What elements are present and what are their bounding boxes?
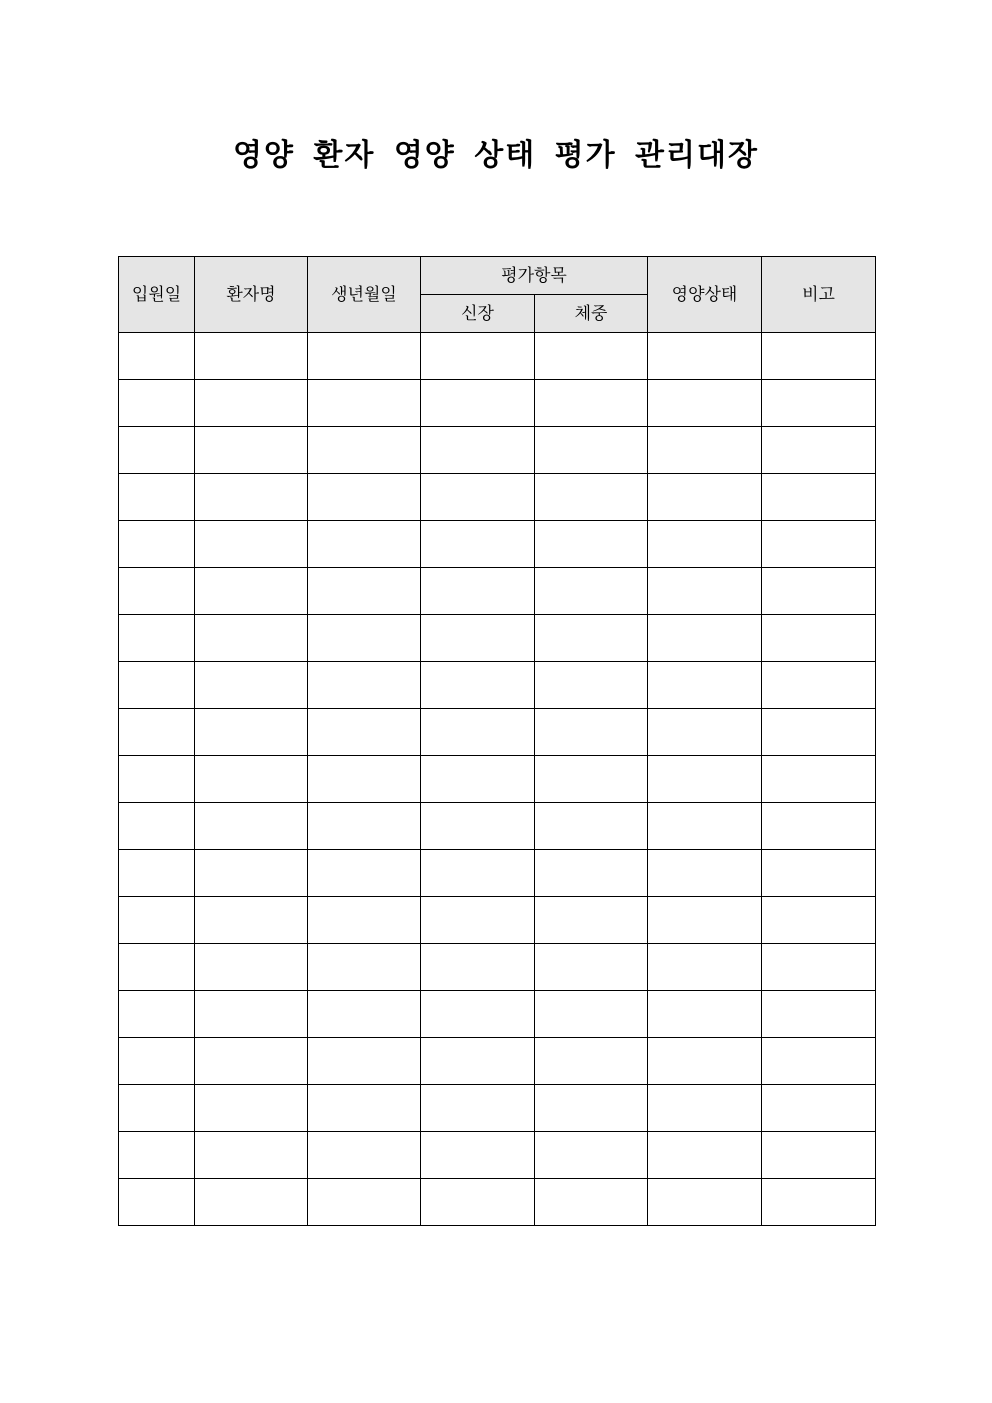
cell-weight[interactable] xyxy=(535,991,648,1038)
cell-admission-date[interactable] xyxy=(119,615,195,662)
cell-nutrition-status[interactable] xyxy=(648,756,762,803)
cell-remarks[interactable] xyxy=(762,897,876,944)
cell-admission-date[interactable] xyxy=(119,1179,195,1226)
cell-birth-date[interactable] xyxy=(308,474,421,521)
table-row xyxy=(119,380,876,427)
table-row xyxy=(119,709,876,756)
cell-weight[interactable] xyxy=(535,756,648,803)
cell-height[interactable] xyxy=(421,1132,535,1179)
cell-admission-date[interactable] xyxy=(119,662,195,709)
cell-weight[interactable] xyxy=(535,1085,648,1132)
cell-nutrition-status[interactable] xyxy=(648,803,762,850)
cell-weight[interactable] xyxy=(535,333,648,380)
cell-patient-name[interactable] xyxy=(195,333,308,380)
table-row xyxy=(119,427,876,474)
cell-birth-date[interactable] xyxy=(308,803,421,850)
table-row xyxy=(119,1132,876,1179)
cell-patient-name[interactable] xyxy=(195,944,308,991)
cell-birth-date[interactable] xyxy=(308,944,421,991)
cell-patient-name[interactable] xyxy=(195,850,308,897)
cell-weight[interactable] xyxy=(535,1132,648,1179)
cell-patient-name[interactable] xyxy=(195,1179,308,1226)
cell-birth-date[interactable] xyxy=(308,897,421,944)
cell-birth-date[interactable] xyxy=(308,1179,421,1226)
cell-weight[interactable] xyxy=(535,1179,648,1226)
cell-height[interactable] xyxy=(421,1179,535,1226)
cell-weight[interactable] xyxy=(535,1038,648,1085)
cell-nutrition-status[interactable] xyxy=(648,474,762,521)
cell-birth-date[interactable] xyxy=(308,756,421,803)
cell-admission-date[interactable] xyxy=(119,1038,195,1085)
cell-admission-date[interactable] xyxy=(119,333,195,380)
cell-remarks[interactable] xyxy=(762,756,876,803)
table-row xyxy=(119,1179,876,1226)
header-patient-name: 환자명 xyxy=(195,257,308,333)
cell-remarks[interactable] xyxy=(762,333,876,380)
cell-height[interactable] xyxy=(421,803,535,850)
table-row xyxy=(119,850,876,897)
cell-patient-name[interactable] xyxy=(195,568,308,615)
header-birth-date: 생년월일 xyxy=(308,257,421,333)
cell-nutrition-status[interactable] xyxy=(648,568,762,615)
table-row xyxy=(119,991,876,1038)
cell-height[interactable] xyxy=(421,850,535,897)
cell-height[interactable] xyxy=(421,944,535,991)
cell-weight[interactable] xyxy=(535,709,648,756)
table-row xyxy=(119,1038,876,1085)
cell-admission-date[interactable] xyxy=(119,991,195,1038)
cell-remarks[interactable] xyxy=(762,1179,876,1226)
table-row xyxy=(119,897,876,944)
cell-height[interactable] xyxy=(421,1038,535,1085)
cell-height[interactable] xyxy=(421,427,535,474)
header-remarks: 비고 xyxy=(762,257,876,333)
table-row xyxy=(119,568,876,615)
table-header xyxy=(119,257,876,333)
cell-admission-date[interactable] xyxy=(119,850,195,897)
cell-remarks[interactable] xyxy=(762,709,876,756)
cell-remarks[interactable] xyxy=(762,427,876,474)
header-weight: 체중 xyxy=(535,295,648,333)
cell-nutrition-status[interactable] xyxy=(648,1132,762,1179)
cell-weight[interactable] xyxy=(535,850,648,897)
cell-patient-name[interactable] xyxy=(195,521,308,568)
cell-height[interactable] xyxy=(421,991,535,1038)
cell-remarks[interactable] xyxy=(762,521,876,568)
cell-patient-name[interactable] xyxy=(195,897,308,944)
cell-nutrition-status[interactable] xyxy=(648,944,762,991)
cell-remarks[interactable] xyxy=(762,944,876,991)
header-admission-date: 입원일 xyxy=(119,257,195,333)
cell-remarks[interactable] xyxy=(762,615,876,662)
cell-remarks[interactable] xyxy=(762,474,876,521)
table-row xyxy=(119,615,876,662)
cell-weight[interactable] xyxy=(535,615,648,662)
cell-patient-name[interactable] xyxy=(195,380,308,427)
page-title: 영양 환자 영양 상태 평가 관리대장 xyxy=(233,138,759,173)
cell-nutrition-status[interactable] xyxy=(648,709,762,756)
header-evaluation-items: 평가항목 xyxy=(421,257,648,295)
cell-birth-date[interactable] xyxy=(308,333,421,380)
cell-admission-date[interactable] xyxy=(119,709,195,756)
nutrition-assessment-table xyxy=(118,256,876,1226)
cell-weight[interactable] xyxy=(535,803,648,850)
cell-birth-date[interactable] xyxy=(308,380,421,427)
cell-birth-date[interactable] xyxy=(308,1038,421,1085)
cell-patient-name[interactable] xyxy=(195,803,308,850)
cell-remarks[interactable] xyxy=(762,662,876,709)
cell-height[interactable] xyxy=(421,333,535,380)
cell-nutrition-status[interactable] xyxy=(648,333,762,380)
cell-patient-name[interactable] xyxy=(195,991,308,1038)
cell-nutrition-status[interactable] xyxy=(648,615,762,662)
cell-birth-date[interactable] xyxy=(308,568,421,615)
cell-height[interactable] xyxy=(421,521,535,568)
cell-nutrition-status[interactable] xyxy=(648,521,762,568)
cell-patient-name[interactable] xyxy=(195,615,308,662)
table-body xyxy=(119,333,876,1226)
cell-birth-date[interactable] xyxy=(308,427,421,474)
cell-weight[interactable] xyxy=(535,427,648,474)
table-row xyxy=(119,474,876,521)
cell-birth-date[interactable] xyxy=(308,1085,421,1132)
table-row xyxy=(119,756,876,803)
cell-remarks[interactable] xyxy=(762,380,876,427)
cell-birth-date[interactable] xyxy=(308,521,421,568)
cell-patient-name[interactable] xyxy=(195,1038,308,1085)
cell-admission-date[interactable] xyxy=(119,380,195,427)
cell-patient-name[interactable] xyxy=(195,1132,308,1179)
cell-height[interactable] xyxy=(421,1085,535,1132)
cell-remarks[interactable] xyxy=(762,1038,876,1085)
table-row xyxy=(119,333,876,380)
cell-nutrition-status[interactable] xyxy=(648,380,762,427)
cell-admission-date[interactable] xyxy=(119,1085,195,1132)
cell-nutrition-status[interactable] xyxy=(648,1085,762,1132)
cell-height[interactable] xyxy=(421,756,535,803)
cell-admission-date[interactable] xyxy=(119,944,195,991)
cell-admission-date[interactable] xyxy=(119,427,195,474)
cell-height[interactable] xyxy=(421,897,535,944)
cell-patient-name[interactable] xyxy=(195,427,308,474)
cell-weight[interactable] xyxy=(535,380,648,427)
cell-nutrition-status[interactable] xyxy=(648,662,762,709)
cell-height[interactable] xyxy=(421,568,535,615)
cell-height[interactable] xyxy=(421,615,535,662)
cell-weight[interactable] xyxy=(535,474,648,521)
cell-weight[interactable] xyxy=(535,662,648,709)
cell-admission-date[interactable] xyxy=(119,474,195,521)
cell-admission-date[interactable] xyxy=(119,521,195,568)
cell-weight[interactable] xyxy=(535,521,648,568)
cell-patient-name[interactable] xyxy=(195,474,308,521)
cell-nutrition-status[interactable] xyxy=(648,991,762,1038)
cell-patient-name[interactable] xyxy=(195,756,308,803)
table-row xyxy=(119,662,876,709)
cell-patient-name[interactable] xyxy=(195,1085,308,1132)
cell-remarks[interactable] xyxy=(762,1132,876,1179)
cell-weight[interactable] xyxy=(535,897,648,944)
cell-height[interactable] xyxy=(421,474,535,521)
table-row xyxy=(119,1085,876,1132)
cell-nutrition-status[interactable] xyxy=(648,1179,762,1226)
cell-height[interactable] xyxy=(421,709,535,756)
cell-height[interactable] xyxy=(421,380,535,427)
header-nutrition-status: 영양상태 xyxy=(648,257,762,333)
cell-birth-date[interactable] xyxy=(308,991,421,1038)
cell-patient-name[interactable] xyxy=(195,662,308,709)
cell-admission-date[interactable] xyxy=(119,756,195,803)
cell-patient-name[interactable] xyxy=(195,709,308,756)
cell-admission-date[interactable] xyxy=(119,1132,195,1179)
cell-admission-date[interactable] xyxy=(119,803,195,850)
cell-nutrition-status[interactable] xyxy=(648,427,762,474)
header-height: 신장 xyxy=(421,295,535,333)
cell-birth-date[interactable] xyxy=(308,615,421,662)
cell-nutrition-status[interactable] xyxy=(648,897,762,944)
cell-admission-date[interactable] xyxy=(119,568,195,615)
table-row xyxy=(119,944,876,991)
cell-nutrition-status[interactable] xyxy=(648,850,762,897)
cell-birth-date[interactable] xyxy=(308,662,421,709)
cell-birth-date[interactable] xyxy=(308,850,421,897)
cell-height[interactable] xyxy=(421,662,535,709)
cell-remarks[interactable] xyxy=(762,850,876,897)
cell-admission-date[interactable] xyxy=(119,897,195,944)
cell-remarks[interactable] xyxy=(762,568,876,615)
cell-nutrition-status[interactable] xyxy=(648,1038,762,1085)
cell-remarks[interactable] xyxy=(762,1085,876,1132)
cell-birth-date[interactable] xyxy=(308,1132,421,1179)
cell-remarks[interactable] xyxy=(762,803,876,850)
cell-birth-date[interactable] xyxy=(308,709,421,756)
cell-weight[interactable] xyxy=(535,568,648,615)
cell-remarks[interactable] xyxy=(762,991,876,1038)
table-row xyxy=(119,521,876,568)
cell-weight[interactable] xyxy=(535,944,648,991)
table-row xyxy=(119,803,876,850)
